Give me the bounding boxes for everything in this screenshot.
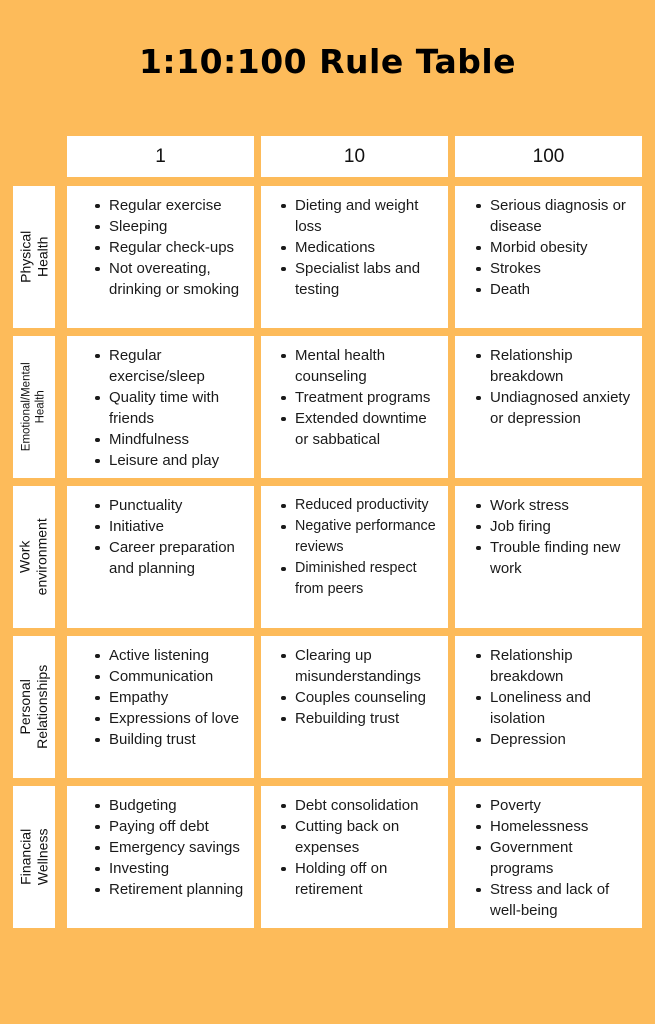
table-cell	[67, 336, 254, 478]
row-label-line: Work	[17, 540, 34, 574]
row-label-line: Financial	[17, 828, 34, 886]
list-item: Emergency savings	[109, 837, 248, 858]
list-item: Depression	[490, 729, 636, 750]
row-label-line: Relationships	[34, 664, 50, 750]
item-list	[261, 186, 448, 300]
list-item: Rebuilding trust	[295, 708, 442, 729]
list-item: Leisure and play	[109, 450, 248, 471]
list-item: Initiative	[109, 516, 248, 537]
table-cell	[455, 786, 642, 928]
row-header-financial-wellness	[13, 786, 55, 928]
row-header-physical-health	[13, 186, 55, 328]
list-item: Loneliness and isolation	[490, 687, 636, 729]
row-label-line: Health	[34, 236, 51, 278]
list-item: Work stress	[490, 495, 636, 516]
item-list	[67, 336, 254, 471]
table-cell	[261, 336, 448, 478]
list-item: Dieting and weight loss	[295, 195, 442, 237]
list-item: Clearing up misunderstandings	[295, 645, 442, 687]
row-label-line: Wellness	[34, 828, 51, 886]
row-label-line: Personal	[17, 679, 34, 735]
list-item: Investing	[109, 858, 248, 879]
list-item: Diminished respect from peers	[295, 558, 444, 600]
item-list	[455, 486, 642, 579]
list-item: Trouble finding new work	[490, 537, 636, 579]
list-item: Strokes	[490, 258, 636, 279]
list-item: Poverty	[490, 795, 636, 816]
table-cell	[261, 186, 448, 328]
item-list	[455, 186, 642, 300]
list-item: Paying off debt	[109, 816, 248, 837]
row-label-line: Physical	[17, 230, 34, 284]
list-item: Couples counseling	[295, 687, 442, 708]
list-item: Reduced productivity	[295, 495, 444, 516]
list-item: Undiagnosed anxiety or depression	[490, 387, 636, 429]
table-cell	[67, 186, 254, 328]
item-list	[261, 486, 448, 600]
table-cell	[261, 636, 448, 778]
list-item: Communication	[109, 666, 248, 687]
item-list	[67, 786, 254, 900]
list-item: Extended downtime or sabbatical	[295, 408, 442, 450]
list-item: Not overeating, drinking or smoking	[109, 258, 248, 300]
list-item: Medications	[295, 237, 442, 258]
table-cell	[261, 786, 448, 928]
list-item: Specialist labs and testing	[295, 258, 442, 300]
list-item: Retirement planning	[109, 879, 248, 900]
list-item: Expressions of love	[109, 708, 248, 729]
list-item: Relationship breakdown	[490, 345, 636, 387]
list-item: Holding off on retirement	[295, 858, 442, 900]
item-list	[455, 786, 642, 921]
list-item: Building trust	[109, 729, 248, 750]
column-header-100: 100	[455, 136, 642, 177]
item-list	[261, 786, 448, 900]
list-item: Death	[490, 279, 636, 300]
table-cell	[455, 186, 642, 328]
row-label-line: Health	[34, 390, 47, 424]
page-title: 1:10:100 Rule Table	[138, 42, 517, 81]
list-item: Career preparation and planning	[109, 537, 248, 579]
list-item: Punctuality	[109, 495, 248, 516]
list-item: Job firing	[490, 516, 636, 537]
list-item: Relationship breakdown	[490, 645, 636, 687]
list-item: Active listening	[109, 645, 248, 666]
table-cell	[455, 336, 642, 478]
list-item: Debt consolidation	[295, 795, 442, 816]
list-item: Negative performance reviews	[295, 516, 444, 558]
list-item: Sleeping	[109, 216, 248, 237]
item-list	[455, 336, 642, 429]
item-list	[67, 486, 254, 579]
table-cell	[455, 486, 642, 628]
row-header-personal-relationships	[13, 636, 55, 778]
list-item: Empathy	[109, 687, 248, 708]
table-cell	[67, 486, 254, 628]
item-list	[455, 636, 642, 750]
row-header-work-environment	[13, 486, 55, 628]
table-cell	[261, 486, 448, 628]
list-item: Regular exercise	[109, 195, 248, 216]
list-item: Cutting back on expenses	[295, 816, 442, 858]
list-item: Serious diagnosis or disease	[490, 195, 636, 237]
item-list	[67, 186, 254, 300]
item-list	[261, 636, 448, 729]
list-item: Morbid obesity	[490, 237, 636, 258]
list-item: Budgeting	[109, 795, 248, 816]
list-item: Treatment programs	[295, 387, 442, 408]
row-label-line: Emotional/Mental	[20, 362, 33, 452]
list-item: Mindfulness	[109, 429, 248, 450]
table-cell	[67, 786, 254, 928]
row-header-emotional-mental-health	[13, 336, 55, 478]
table-cell	[455, 636, 642, 778]
list-item: Quality time with friends	[109, 387, 248, 429]
list-item: Regular exercise/sleep	[109, 345, 248, 387]
list-item: Government programs	[490, 837, 636, 879]
table-cell	[67, 636, 254, 778]
item-list	[261, 336, 448, 450]
list-item: Mental health counseling	[295, 345, 442, 387]
column-header-1: 1	[67, 136, 254, 177]
list-item: Regular check-ups	[109, 237, 248, 258]
list-item: Homelessness	[490, 816, 636, 837]
row-label-line: environment	[34, 518, 51, 596]
item-list	[67, 636, 254, 750]
column-header-10: 10	[261, 136, 448, 177]
list-item: Stress and lack of well-being	[490, 879, 636, 921]
